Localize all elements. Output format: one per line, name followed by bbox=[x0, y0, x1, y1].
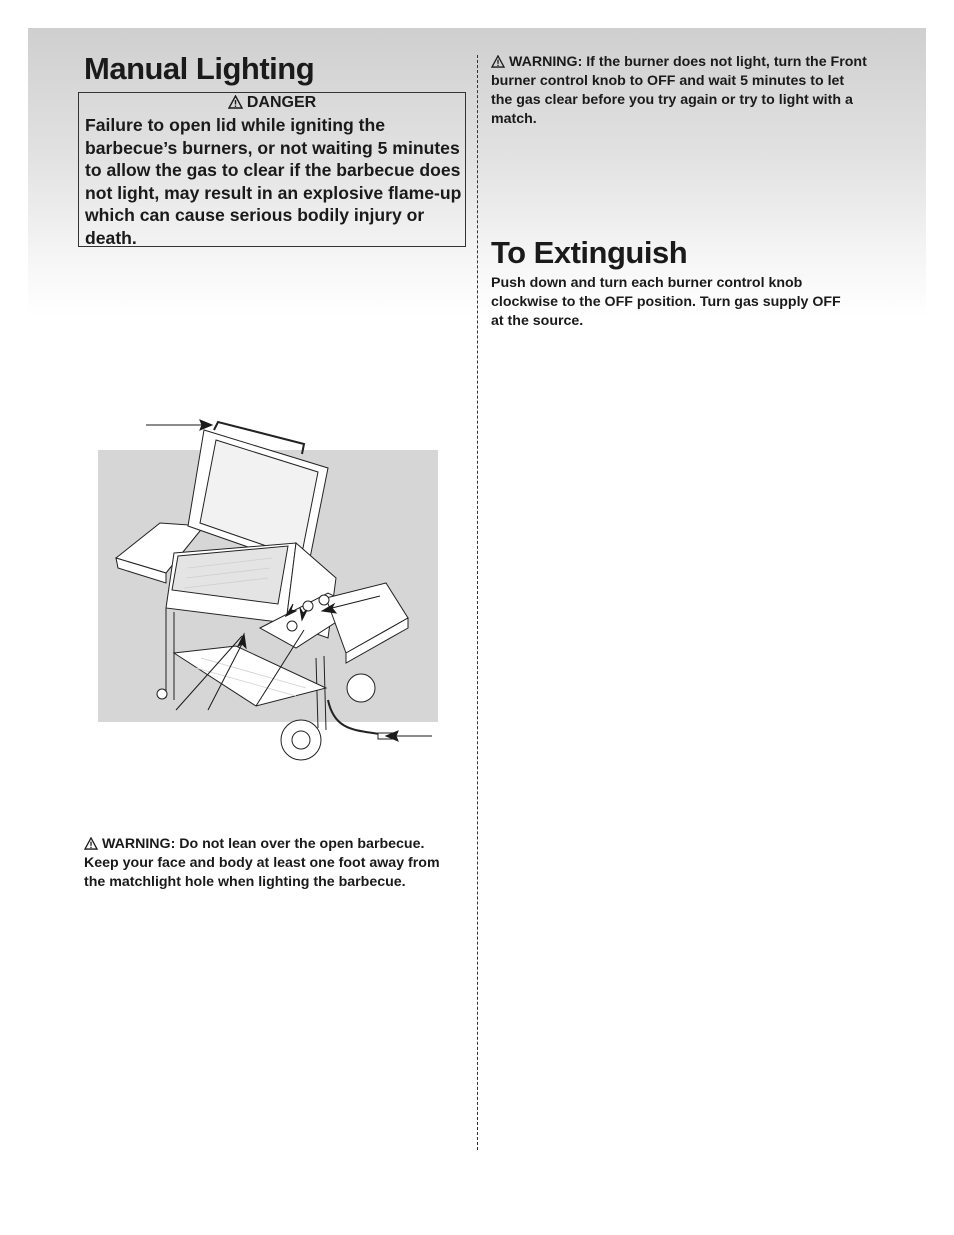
warning-triangle-icon bbox=[491, 55, 505, 68]
gas-grill-illustration-icon bbox=[96, 408, 441, 783]
danger-heading-label: DANGER bbox=[246, 94, 317, 111]
warning-note-burner-text: WARNING: If the burner does not light, turn the Front burner control knob to OFF and wait 5 minutes to let the gas clear before you try again or try to light with a match. bbox=[491, 54, 867, 127]
danger-heading bbox=[79, 93, 465, 113]
grill-figure bbox=[96, 408, 441, 783]
danger-box bbox=[78, 92, 466, 247]
warning-note-burner bbox=[491, 53, 869, 129]
extinguish-instructions: Push down and turn each burner control knob clockwise to the OFF position. Turn gas supply OFF at the source. bbox=[491, 275, 841, 329]
warning-note-lean bbox=[84, 835, 460, 892]
danger-text: Failure to open lid while igniting the barbecue’s burners, or not waiting 5 minutes to allow the gas to clear if the barbecue does not light, may result in an explosive flame-up which can cause serious bodily injury or death. bbox=[85, 115, 462, 248]
column-divider bbox=[477, 55, 478, 1150]
page-title-manual-lighting: Manual Lighting bbox=[84, 51, 315, 86]
warning-note-lean-text: WARNING: Do not lean over the open barbecue. Keep your face and body at least one foot away from the matchlight hole when lighting the barbecue. bbox=[84, 836, 440, 890]
warning-triangle-icon bbox=[84, 837, 98, 850]
warning-triangle-icon bbox=[228, 95, 243, 109]
section-title-extinguish: To Extinguish bbox=[491, 235, 688, 270]
